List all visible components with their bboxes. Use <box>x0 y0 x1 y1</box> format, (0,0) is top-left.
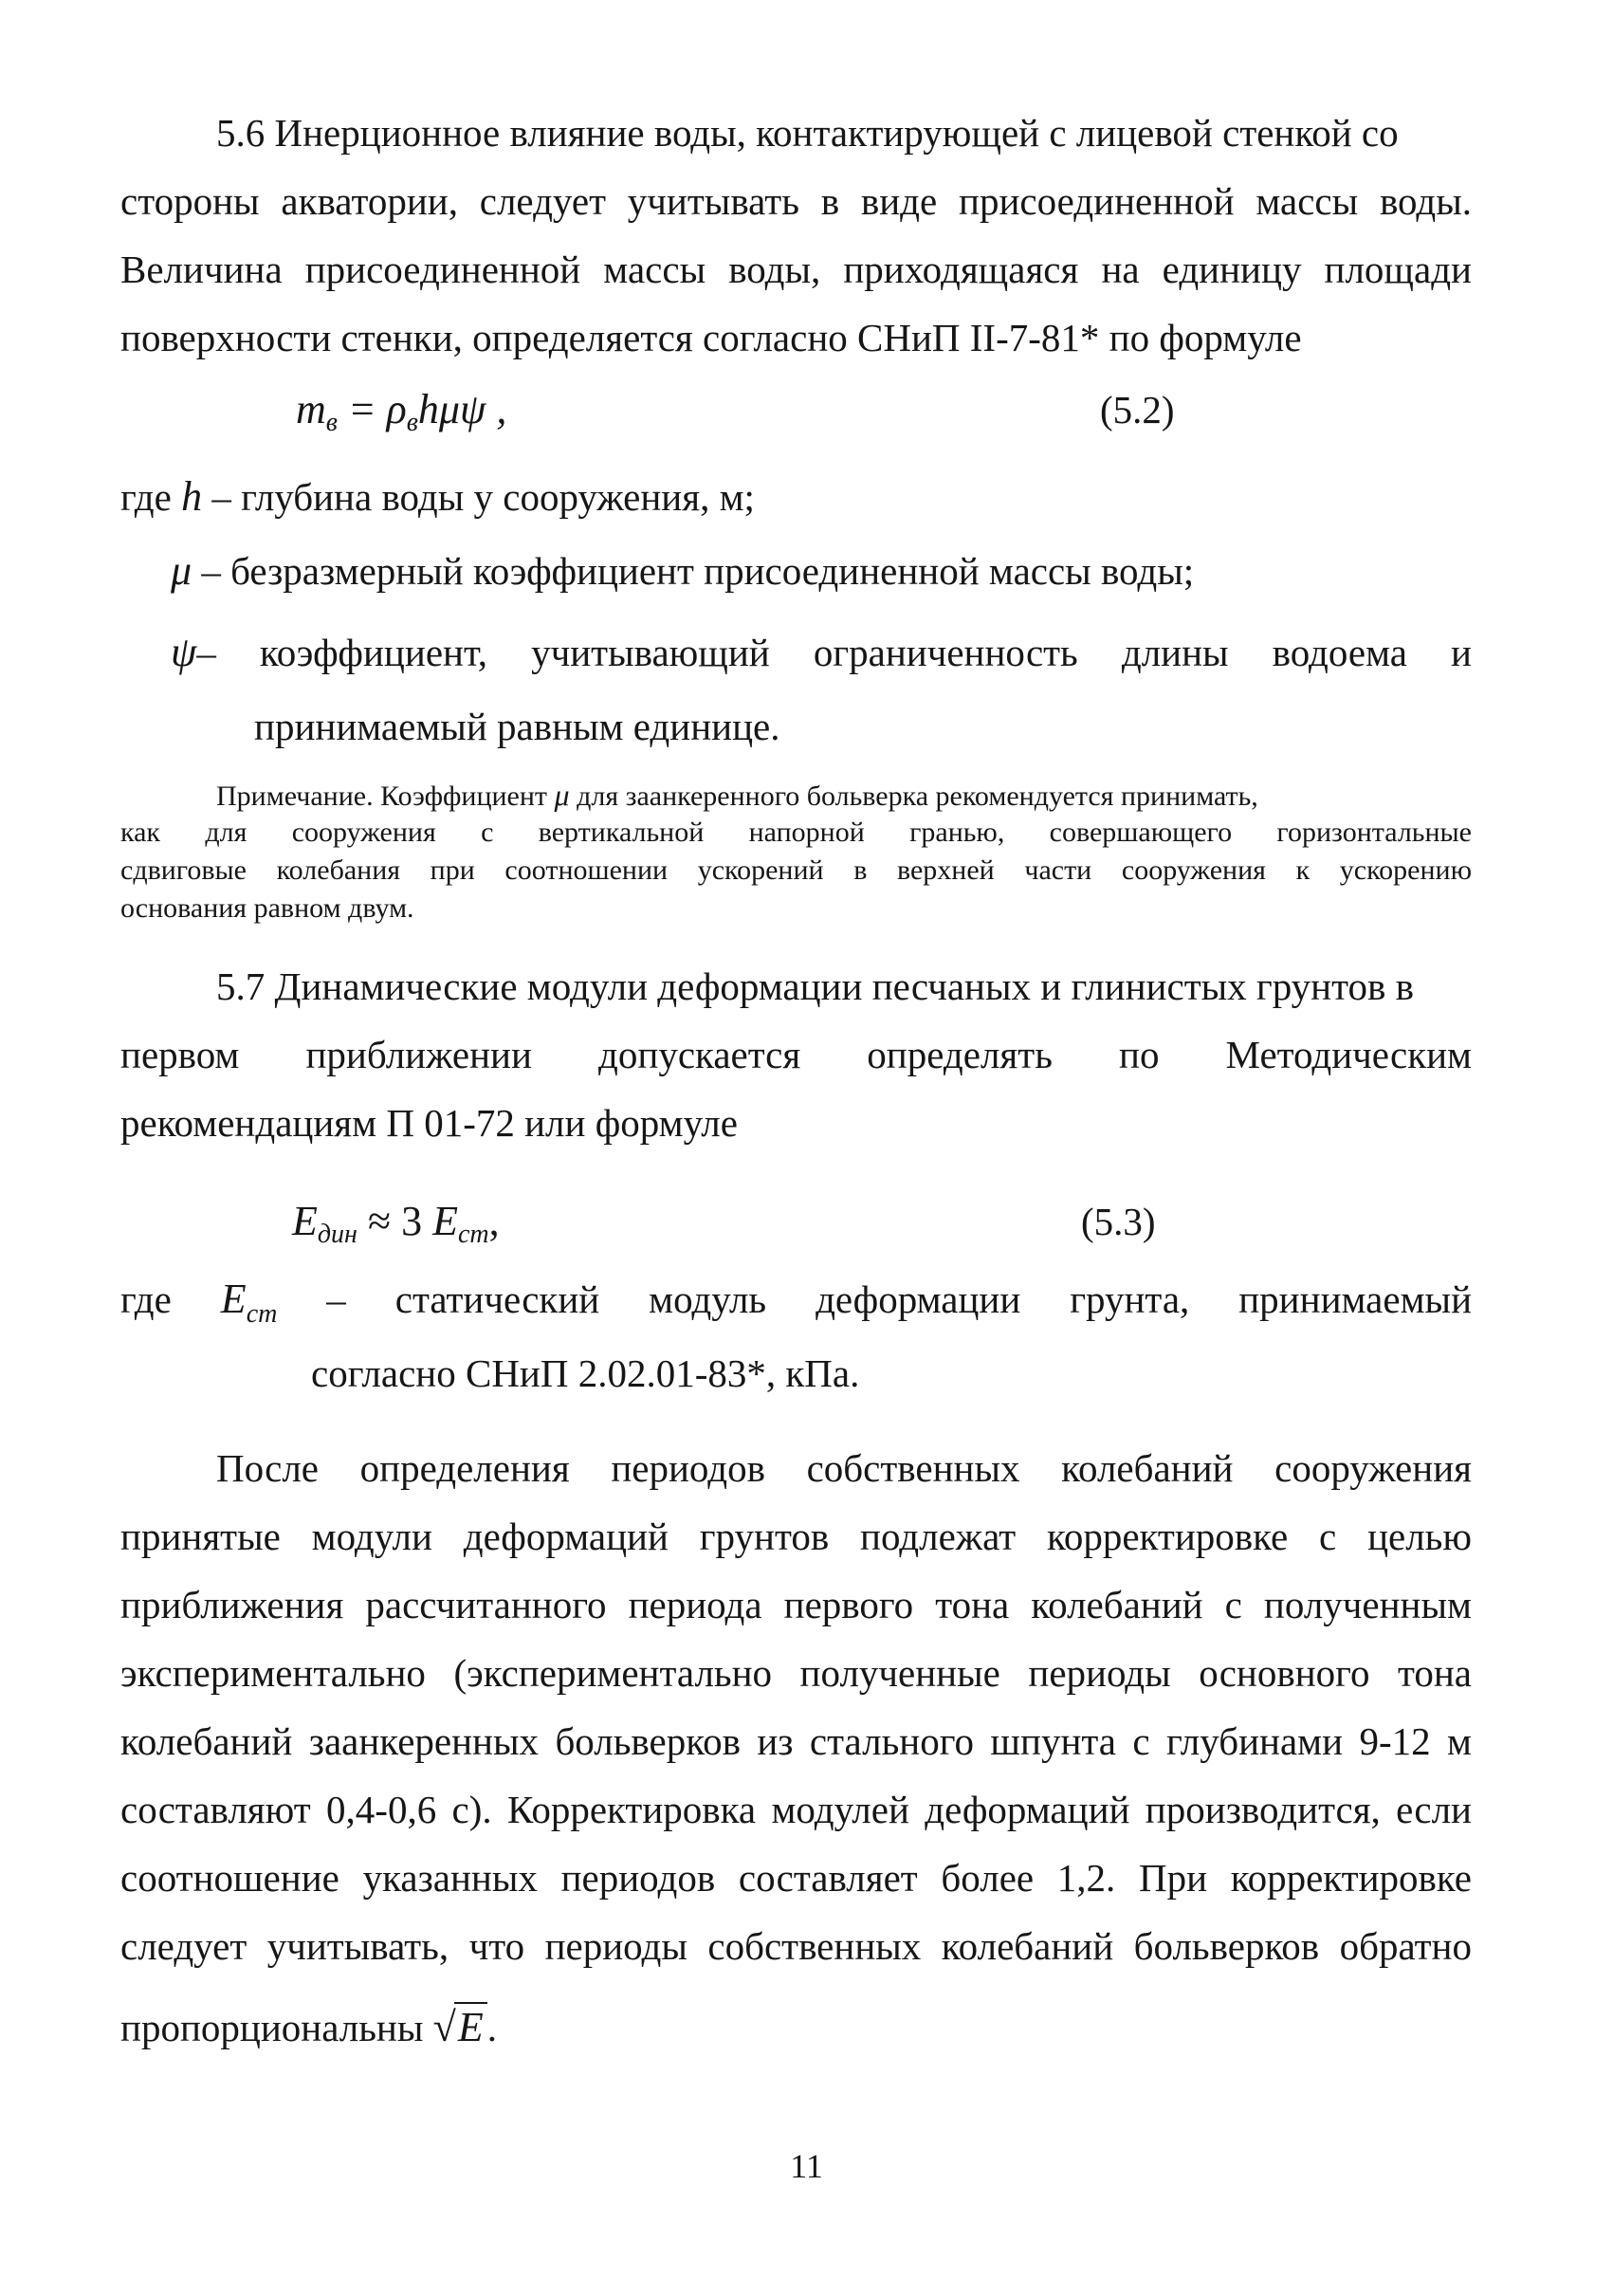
section-5-6-line-1: 5.6 Инерционное влияние воды, контактирующей с лицевой стенкой со <box>216 111 1399 155</box>
paragraph-line-5: колебаний заанкеренных больверков из стального шпунта с глубинами 9-12 м <box>120 1719 1472 1763</box>
section-5-6-line-4: поверхности стенки, определяется согласно СНиП II-7-81* по формуле <box>120 316 1302 359</box>
section-5-7-line-3: рекомендациям П 01-72 или формуле <box>120 1101 738 1145</box>
where-psi-line-2: принимаемый равным единице. <box>254 705 780 748</box>
where-e-line <box>120 1273 1472 1341</box>
section-5-6-line-3: Величина присоединенной массы воды, приходящаяся на единицу площади <box>120 248 1472 291</box>
where-e-line-2: согласно СНиП 2.02.01-83*, кПа. <box>311 1351 860 1395</box>
note-line-4: основания равном двум. <box>120 892 414 924</box>
paragraph-line-6: составляют 0,4-0,6 с). Корректировка модулей деформаций производится, если <box>120 1788 1472 1831</box>
paragraph-line-3: приближения рассчитанного периода первого тона колебаний с полученным <box>120 1583 1472 1626</box>
sqrt-radical-sign: √ <box>432 2004 456 2050</box>
formula-5-2-rhs: = ρ <box>347 386 407 432</box>
note-mu-symbol: μ <box>554 778 570 812</box>
equation-number-5-2: (5.2) <box>1100 388 1175 432</box>
paragraph-line-2: принятые модули деформаций грунтов подлежат корректировке с целью <box>120 1515 1472 1558</box>
note-line-1-rest: для заанкеренного больверка рекомендуется принимать, <box>577 781 1258 812</box>
paragraph-line-8: следует учитывать, что периоды собственных колебаний больверков обратно <box>120 1924 1472 1968</box>
formula-5-2-lhs: m <box>296 386 326 432</box>
paragraph-line-1: После определения периодов собственных колебаний сооружения <box>216 1446 1472 1490</box>
formula-5-3 <box>292 1195 500 1261</box>
e-st-symbol-sub: ст <box>246 1299 278 1329</box>
where-h-text: – глубина воды у сооружения, м; <box>211 475 755 519</box>
paragraph-line-7: соотношение указанных периодов составляет более 1,2. При корректировке <box>120 1856 1472 1900</box>
e-st-symbol <box>220 1276 278 1329</box>
formula-5-2-rhs-tail: hμψ , <box>417 386 507 432</box>
psi-symbol: ψ <box>171 629 197 675</box>
sqrt-radicand: E <box>454 2002 487 2050</box>
formula-5-3-approx: ≈ 3 <box>367 1198 423 1244</box>
e-st-symbol-letter: E <box>220 1276 247 1322</box>
page-number: 11 <box>790 2147 823 2185</box>
paragraph-line-4: экспериментально (экспериментально полученные периоды основного тона <box>120 1651 1472 1695</box>
formula-5-2-rhs-sub: в <box>406 408 418 437</box>
where-mu-text: – безразмерный коэффициент присоединенной массы воды; <box>201 549 1195 593</box>
where-h-prefix: где <box>120 475 172 519</box>
formula-5-3-rhs-sub: ст <box>458 1220 489 1249</box>
where-e-prefix: где <box>120 1277 172 1321</box>
formula-5-3-lhs: E <box>292 1198 318 1244</box>
section-5-7-line-1: 5.7 Динамические модули деформации песчаных и глинистых грунтов в <box>216 964 1414 1008</box>
where-psi-text: – коэффициент, учитывающий ограниченность длины водоема и <box>196 631 1472 674</box>
section-5-6-line-2: стороны акватории, следует учитывать в виде присоединенной массы воды. <box>120 179 1472 223</box>
formula-5-3-lhs-sub: дин <box>317 1220 357 1249</box>
formula-5-2 <box>296 383 506 450</box>
where-e-text: – статический модуль деформации грунта, принимаемый <box>326 1277 1473 1321</box>
note-line-2: как для сооружения с вертикальной напорной гранью, совершающего горизонтальные <box>120 817 1472 848</box>
where-mu-line <box>171 544 1472 597</box>
paragraph-line-9-end: . <box>486 2006 497 2049</box>
note-line-3: сдвиговые колебания при соотношении ускорений в верхней части сооружения к ускорению <box>120 854 1472 886</box>
h-symbol: h <box>181 473 203 520</box>
equation-number-5-3: (5.3) <box>1081 1200 1156 1243</box>
section-5-7-line-2: первом приближении допускается определять по Методическим <box>120 1033 1472 1076</box>
formula-5-3-tail: , <box>488 1198 500 1244</box>
sqrt-e-expression <box>433 2001 487 2054</box>
where-h-line <box>120 470 1472 523</box>
paragraph-line-9 <box>120 2001 1472 2054</box>
formula-5-2-lhs-sub: в <box>325 408 338 437</box>
where-psi-line <box>171 626 1472 679</box>
formula-5-3-rhs: E <box>432 1198 458 1244</box>
paragraph-line-9-text: пропорциональны <box>120 2006 424 2049</box>
mu-symbol: μ <box>171 547 192 594</box>
note-label: Примечание. Коэффициент <box>216 781 548 812</box>
note-line-1 <box>216 776 1472 816</box>
